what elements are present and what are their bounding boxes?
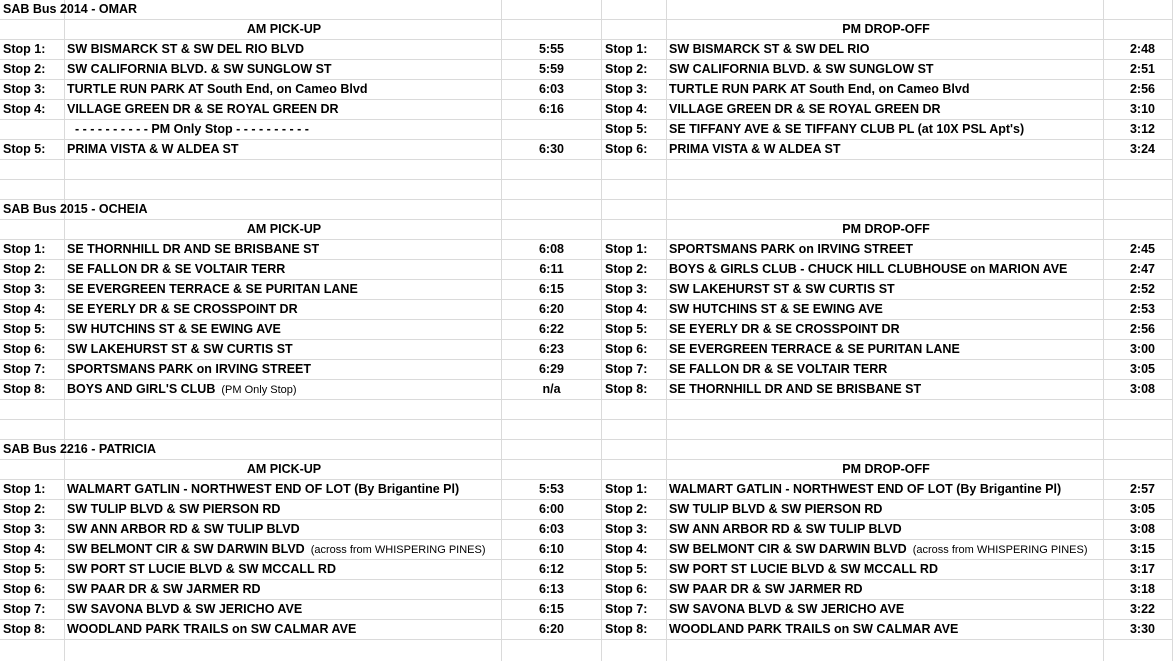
am-stop-time[interactable]: 6:23 [538, 342, 565, 356]
am-stop-number[interactable]: Stop 8: [3, 622, 46, 636]
empty-row [0, 180, 1173, 200]
pm-stop-number[interactable]: Stop 7: [605, 602, 648, 616]
empty-row [0, 420, 1173, 440]
am-stop-number[interactable]: Stop 2: [3, 502, 46, 516]
am-stop-address[interactable] [67, 600, 302, 619]
am-stop-number[interactable]: Stop 2: [3, 62, 46, 76]
stop-row [0, 100, 1173, 120]
pm-only-stop-separator[interactable]: - - - - - - - - - - PM Only Stop - - - - - - - - - - [75, 122, 309, 136]
pm-stop-number[interactable]: Stop 4: [605, 542, 648, 556]
am-stop-number[interactable]: Stop 4: [3, 302, 46, 316]
pm-address-text: SW BELMONT CIR & SW DARWIN BLVD [669, 542, 907, 556]
pm-stop-address[interactable] [669, 480, 1061, 499]
pm-stop-time[interactable]: 3:05 [1129, 502, 1155, 516]
pm-address-text: SW CALIFORNIA BLVD. & SW SUNGLOW ST [669, 62, 934, 76]
am-stop-time[interactable]: 6:10 [538, 542, 565, 556]
pm-address-text: BOYS & GIRLS CLUB - CHUCK HILL CLUBHOUSE on MARION AVE [669, 262, 1068, 276]
am-address-text: SE EVERGREEN TERRACE & SE PURITAN LANE [67, 282, 358, 296]
pm-stop-time[interactable]: 3:30 [1129, 622, 1155, 636]
pm-stop-address[interactable] [669, 340, 960, 359]
am-stop-address[interactable] [67, 320, 281, 339]
section-title-row [0, 440, 1173, 460]
am-stop-address[interactable] [67, 60, 332, 79]
stop-row [0, 600, 1173, 620]
am-stop-address[interactable] [67, 40, 304, 59]
pm-stop-address[interactable] [669, 260, 1067, 279]
am-stop-time[interactable]: 6:12 [538, 562, 565, 576]
pm-stop-number[interactable]: Stop 3: [605, 522, 648, 536]
am-stop-number[interactable]: Stop 2: [3, 262, 46, 276]
pm-stop-time[interactable]: 2:51 [1129, 62, 1155, 76]
am-stop-address[interactable] [67, 540, 486, 559]
pm-stop-address[interactable] [669, 240, 913, 259]
pm-stop-number[interactable]: Stop 1: [605, 242, 648, 256]
am-address-text: SW TULIP BLVD & SW PIERSON RD [67, 502, 281, 516]
pm-stop-number[interactable]: Stop 6: [605, 142, 648, 156]
pm-stop-time[interactable]: 3:18 [1129, 582, 1155, 596]
pm-stop-number[interactable]: Stop 6: [605, 342, 648, 356]
pm-address-text: SE FALLON DR & SE VOLTAIR TERR [669, 362, 888, 376]
empty-row [0, 160, 1173, 180]
stop-row [0, 360, 1173, 380]
stop-row [0, 500, 1173, 520]
am-stop-number[interactable]: Stop 8: [3, 382, 46, 396]
am-address-text: SW CALIFORNIA BLVD. & SW SUNGLOW ST [67, 62, 332, 76]
pm-stop-time[interactable]: 3:17 [1129, 562, 1155, 576]
pm-stop-time[interactable]: 3:15 [1129, 542, 1155, 556]
pm-stop-time[interactable]: 2:47 [1129, 262, 1155, 276]
pm-stop-address[interactable] [669, 100, 941, 119]
section-title-row [0, 200, 1173, 220]
am-stop-time[interactable]: 6:03 [538, 522, 565, 536]
am-stop-time[interactable]: n/a [542, 382, 561, 396]
stop-row [0, 240, 1173, 260]
am-stop-time[interactable]: 6:20 [538, 302, 565, 316]
am-stop-address[interactable] [67, 280, 358, 299]
stop-row [0, 480, 1173, 500]
pm-stop-address[interactable] [669, 620, 958, 639]
am-address-text: SE FALLON DR & SE VOLTAIR TERR [67, 262, 286, 276]
am-stop-time[interactable]: 5:53 [538, 482, 565, 496]
am-stop-address[interactable] [67, 480, 459, 499]
pm-stop-number[interactable]: Stop 5: [605, 122, 648, 136]
pm-stop-time[interactable]: 2:56 [1129, 322, 1155, 336]
am-address-text: VILLAGE GREEN DR & SE ROYAL GREEN DR [67, 102, 339, 116]
stop-row [0, 540, 1173, 560]
stop-row [0, 280, 1173, 300]
am-address-text: PRIMA VISTA & W ALDEA ST [67, 142, 239, 156]
am-stop-number[interactable]: Stop 6: [3, 582, 46, 596]
pm-dropoff-header[interactable]: PM DROP-OFF [842, 22, 930, 36]
pm-stop-number[interactable]: Stop 3: [605, 282, 648, 296]
am-pickup-header[interactable]: AM PICK-UP [246, 462, 322, 476]
pm-stop-address[interactable] [669, 140, 841, 159]
am-address-text: SPORTSMANS PARK on IRVING STREET [67, 362, 312, 376]
pm-address-text: SW LAKEHURST ST & SW CURTIS ST [669, 282, 895, 296]
stop-row [0, 40, 1173, 60]
pm-address-text: SE THORNHILL DR AND SE BRISBANE ST [669, 382, 922, 396]
pm-stop-time[interactable]: 2:57 [1129, 482, 1155, 496]
pm-address-text: WOODLAND PARK TRAILS on SW CALMAR AVE [669, 622, 959, 636]
stop-row [0, 340, 1173, 360]
pm-address-text: SW ANN ARBOR RD & SW TULIP BLVD [669, 522, 902, 536]
pm-address-text: SW HUTCHINS ST & SE EWING AVE [669, 302, 883, 316]
am-stop-time[interactable]: 6:15 [538, 602, 565, 616]
pm-stop-number[interactable]: Stop 2: [605, 262, 648, 276]
am-stop-address[interactable] [67, 140, 239, 159]
am-stop-time[interactable]: 5:55 [538, 42, 565, 56]
am-pickup-header[interactable]: AM PICK-UP [246, 22, 322, 36]
stop-row [0, 60, 1173, 80]
stop-row [0, 260, 1173, 280]
am-address-text: TURTLE RUN PARK AT South End, on Cameo Blvd [67, 82, 368, 96]
pm-stop-address[interactable] [669, 500, 882, 519]
bus-title-cell[interactable]: SAB Bus 2014 - OMAR [3, 2, 138, 16]
pm-stop-number[interactable]: Stop 1: [605, 482, 648, 496]
pm-address-text: SE TIFFANY AVE & SE TIFFANY CLUB PL (at 10X PSL Apt's) [669, 122, 1025, 136]
pm-stop-address[interactable] [669, 280, 895, 299]
pm-stop-time[interactable]: 3:08 [1129, 522, 1155, 536]
pm-stop-address[interactable] [669, 40, 869, 59]
pm-stop-address[interactable] [669, 520, 902, 539]
am-stop-address[interactable] [67, 360, 311, 379]
am-stop-address[interactable] [67, 260, 285, 279]
pm-stop-address[interactable] [669, 120, 1024, 139]
am-stop-number[interactable]: Stop 1: [3, 482, 46, 496]
section-header-row [0, 460, 1173, 480]
am-stop-number[interactable]: Stop 5: [3, 322, 46, 336]
am-stop-time[interactable]: 6:30 [538, 142, 565, 156]
am-address-text: BOYS AND GIRL'S CLUB [67, 382, 216, 396]
am-stop-address[interactable] [67, 100, 339, 119]
am-stop-time[interactable]: 6:11 [539, 262, 564, 276]
pm-address-text: PRIMA VISTA & W ALDEA ST [669, 142, 841, 156]
am-address-text: SW LAKEHURST ST & SW CURTIS ST [67, 342, 293, 356]
pm-stop-address[interactable] [669, 300, 883, 319]
am-address-text: SW PORT ST LUCIE BLVD & SW MCCALL RD [67, 562, 336, 576]
pm-stop-number[interactable]: Stop 5: [605, 562, 648, 576]
pm-stop-number[interactable]: Stop 5: [605, 322, 648, 336]
pm-stop-time[interactable]: 3:12 [1129, 122, 1155, 136]
pm-stop-time[interactable]: 3:10 [1129, 102, 1155, 116]
pm-dropoff-header[interactable]: PM DROP-OFF [842, 222, 930, 236]
am-stop-address[interactable] [67, 520, 300, 539]
pm-stop-number[interactable]: Stop 3: [605, 82, 648, 96]
pm-stop-time[interactable]: 2:52 [1129, 282, 1155, 296]
pm-stop-time[interactable]: 3:08 [1129, 382, 1155, 396]
am-stop-number[interactable]: Stop 4: [3, 542, 46, 556]
stop-row [0, 620, 1173, 640]
bus-title-cell[interactable]: SAB Bus 2216 - PATRICIA [3, 442, 157, 456]
am-stop-time[interactable]: 6:22 [538, 322, 565, 336]
am-stop-time[interactable]: 6:16 [538, 102, 565, 116]
am-stop-number[interactable]: Stop 7: [3, 602, 46, 616]
am-address-text: SE THORNHILL DR AND SE BRISBANE ST [67, 242, 320, 256]
stop-row [0, 320, 1173, 340]
pm-stop-number[interactable]: Stop 2: [605, 502, 648, 516]
pm-stop-note: (across from WHISPERING PINES) [912, 544, 1088, 556]
am-stop-time[interactable]: 6:13 [538, 582, 565, 596]
am-stop-address[interactable] [67, 380, 297, 399]
pm-stop-number[interactable]: Stop 8: [605, 622, 648, 636]
pm-stop-time[interactable]: 3:22 [1129, 602, 1155, 616]
am-stop-number[interactable]: Stop 3: [3, 282, 46, 296]
pm-stop-address[interactable] [669, 540, 1088, 559]
pm-address-text: SW BISMARCK ST & SW DEL RIO [669, 42, 870, 56]
bus-title-cell[interactable]: SAB Bus 2015 - OCHEIA [3, 202, 148, 216]
am-stop-address[interactable] [67, 580, 261, 599]
am-stop-number[interactable]: Stop 7: [3, 362, 46, 376]
pm-dropoff-header[interactable]: PM DROP-OFF [842, 462, 930, 476]
pm-stop-time[interactable]: 3:00 [1129, 342, 1155, 356]
pm-stop-number[interactable]: Stop 1: [605, 42, 648, 56]
stop-row [0, 140, 1173, 160]
stop-row [0, 380, 1173, 400]
am-address-text: SW BISMARCK ST & SW DEL RIO BLVD [67, 42, 305, 56]
am-stop-number[interactable]: Stop 1: [3, 242, 46, 256]
pm-stop-number[interactable]: Stop 4: [605, 302, 648, 316]
pm-stop-time[interactable]: 2:53 [1129, 302, 1155, 316]
stop-row [0, 120, 1173, 140]
pm-stop-number[interactable]: Stop 2: [605, 62, 648, 76]
pm-address-text: TURTLE RUN PARK AT South End, on Cameo Blvd [669, 82, 970, 96]
am-address-text: SW ANN ARBOR RD & SW TULIP BLVD [67, 522, 300, 536]
am-address-text: SW HUTCHINS ST & SE EWING AVE [67, 322, 281, 336]
am-address-text: WOODLAND PARK TRAILS on SW CALMAR AVE [67, 622, 357, 636]
am-stop-address[interactable] [67, 300, 298, 319]
pm-address-text: SW PAAR DR & SW JARMER RD [669, 582, 863, 596]
pm-address-text: SE EYERLY DR & SE CROSSPOINT DR [669, 322, 900, 336]
am-address-text: SE EYERLY DR & SE CROSSPOINT DR [67, 302, 298, 316]
pm-stop-number[interactable]: Stop 4: [605, 102, 648, 116]
am-pickup-header[interactable]: AM PICK-UP [246, 222, 322, 236]
pm-stop-address[interactable] [669, 380, 921, 399]
pm-address-text: SE EVERGREEN TERRACE & SE PURITAN LANE [669, 342, 960, 356]
stop-row [0, 300, 1173, 320]
am-stop-number[interactable]: Stop 5: [3, 562, 46, 576]
am-stop-time[interactable]: 6:29 [538, 362, 565, 376]
pm-stop-address[interactable] [669, 320, 900, 339]
am-stop-number[interactable]: Stop 6: [3, 342, 46, 356]
section-header-row [0, 220, 1173, 240]
am-stop-address[interactable] [67, 80, 367, 99]
pm-stop-address[interactable] [669, 560, 938, 579]
am-stop-address[interactable] [67, 340, 293, 359]
pm-stop-address[interactable] [669, 80, 969, 99]
am-stop-note: (across from WHISPERING PINES) [310, 544, 486, 556]
am-stop-time[interactable]: 6:15 [538, 282, 565, 296]
empty-row [0, 400, 1173, 420]
pm-stop-number[interactable]: Stop 7: [605, 362, 648, 376]
am-stop-time[interactable]: 6:03 [538, 82, 565, 96]
pm-stop-address[interactable] [669, 60, 934, 79]
am-stop-time[interactable]: 6:00 [538, 502, 565, 516]
pm-stop-number[interactable]: Stop 6: [605, 582, 648, 596]
stop-row [0, 580, 1173, 600]
pm-address-text: SPORTSMANS PARK on IRVING STREET [669, 242, 914, 256]
pm-stop-number[interactable]: Stop 8: [605, 382, 648, 396]
am-stop-address[interactable] [67, 500, 280, 519]
section-header-row [0, 20, 1173, 40]
am-stop-time[interactable]: 6:08 [538, 242, 565, 256]
am-address-text: SW SAVONA BLVD & SW JERICHO AVE [67, 602, 303, 616]
am-stop-time[interactable]: 6:20 [538, 622, 565, 636]
pm-address-text: SW TULIP BLVD & SW PIERSON RD [669, 502, 883, 516]
stop-row [0, 520, 1173, 540]
am-stop-address[interactable] [67, 240, 319, 259]
am-address-text: SW PAAR DR & SW JARMER RD [67, 582, 261, 596]
section-title-row [0, 0, 1173, 20]
pm-stop-time[interactable]: 3:24 [1129, 142, 1155, 156]
stop-row [0, 80, 1173, 100]
am-stop-time[interactable]: 5:59 [538, 62, 565, 76]
pm-stop-time[interactable]: 2:45 [1129, 242, 1155, 256]
am-stop-number[interactable]: Stop 3: [3, 522, 46, 536]
pm-stop-address[interactable] [669, 360, 887, 379]
pm-address-text: SW SAVONA BLVD & SW JERICHO AVE [669, 602, 905, 616]
pm-stop-address[interactable] [669, 580, 863, 599]
am-stop-number[interactable]: Stop 1: [3, 42, 46, 56]
stop-row [0, 560, 1173, 580]
pm-stop-address[interactable] [669, 600, 904, 619]
pm-stop-time[interactable]: 3:05 [1129, 362, 1155, 376]
pm-stop-time[interactable]: 2:48 [1129, 42, 1155, 56]
pm-address-text: VILLAGE GREEN DR & SE ROYAL GREEN DR [669, 102, 941, 116]
pm-address-text: SW PORT ST LUCIE BLVD & SW MCCALL RD [669, 562, 938, 576]
am-stop-number[interactable]: Stop 5: [3, 142, 46, 156]
am-stop-address[interactable] [67, 620, 356, 639]
pm-address-text: WALMART GATLIN - NORTHWEST END OF LOT (By Brigantine Pl) [669, 482, 1062, 496]
am-stop-number[interactable]: Stop 4: [3, 102, 46, 116]
am-stop-address[interactable] [67, 560, 336, 579]
pm-stop-time[interactable]: 2:56 [1129, 82, 1155, 96]
am-address-text: SW BELMONT CIR & SW DARWIN BLVD [67, 542, 305, 556]
am-address-text: WALMART GATLIN - NORTHWEST END OF LOT (By Brigantine Pl) [67, 482, 460, 496]
am-stop-number[interactable]: Stop 3: [3, 82, 46, 96]
am-stop-note: (PM Only Stop) [221, 384, 297, 396]
